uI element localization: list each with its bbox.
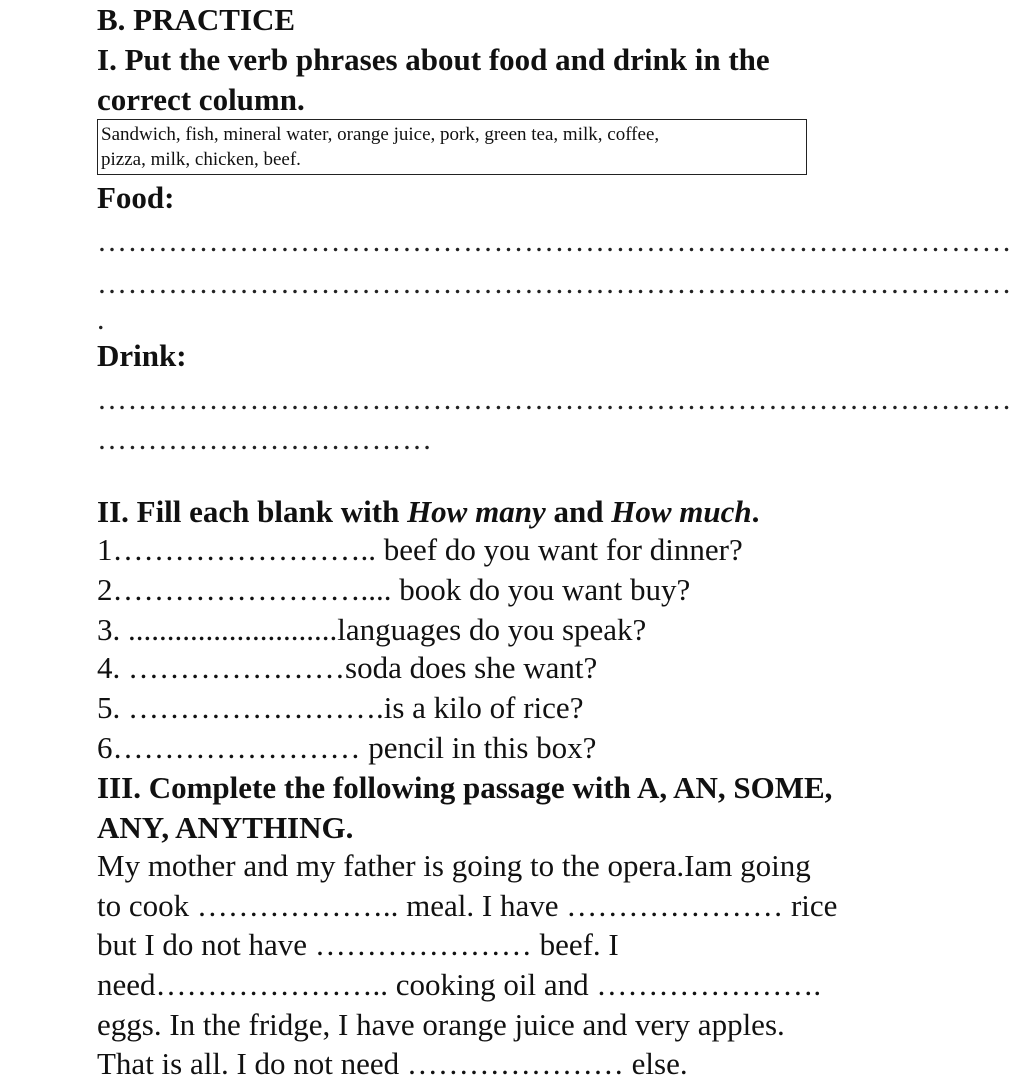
word-bank-box: Sandwich, fish, mineral water, orange juice, pork, green tea, milk, coffee, pizza, milk, chicken, beef. bbox=[97, 119, 807, 175]
drink-label: Drink: bbox=[97, 338, 187, 373]
passage-line-2: to cook ……………….. meal. I have ………………… rice bbox=[97, 888, 838, 923]
passage-line-1: My mother and my father is going to the opera.Iam going bbox=[97, 848, 811, 883]
exercise2-item-4: 4. …………………soda does she want? bbox=[97, 650, 598, 685]
food-answer-line-2: ……………………………………………………………………………… bbox=[97, 267, 1012, 300]
exercise2-item-3: 3. ...........................languages do you speak? bbox=[97, 612, 647, 647]
passage-line-3: but I do not have ………………… beef. I bbox=[97, 927, 619, 962]
passage-line-4: need………………….. cooking oil and …………………. bbox=[97, 967, 822, 1002]
exercise2-title: II. Fill each blank with How many and How much. bbox=[97, 494, 760, 529]
exercise1-title-line1: I. Put the verb phrases about food and drink in the bbox=[97, 42, 770, 77]
section-title: B. PRACTICE bbox=[97, 2, 296, 37]
exercise2-item-6: 6…………………… pencil in this box? bbox=[97, 730, 597, 765]
exercise2-item-2: 2…………………….... book do you want buy? bbox=[97, 572, 691, 607]
drink-answer-line-1: ……………………………………………………………………………… bbox=[97, 383, 1012, 416]
passage-line-5: eggs. In the fridge, I have orange juice and very apples. bbox=[97, 1007, 785, 1042]
exercise3-title-line1: III. Complete the following passage with A, AN, SOME, bbox=[97, 770, 833, 805]
food-label: Food: bbox=[97, 180, 175, 215]
food-answer-line-3: . bbox=[97, 303, 105, 336]
exercise2-item-1: 1…………………….. beef do you want for dinner? bbox=[97, 532, 743, 567]
exercise3-title-line2: ANY, ANYTHING. bbox=[97, 810, 354, 845]
passage-line-6: That is all. I do not need ………………… else. bbox=[97, 1046, 688, 1081]
exercise1-title-line2: correct column. bbox=[97, 82, 305, 117]
drink-answer-line-2: …………………………… bbox=[97, 423, 433, 456]
exercise2-item-5: 5. …………………….is a kilo of rice? bbox=[97, 690, 584, 725]
food-answer-line-1: ……………………………………………………………………………… bbox=[97, 225, 1012, 258]
